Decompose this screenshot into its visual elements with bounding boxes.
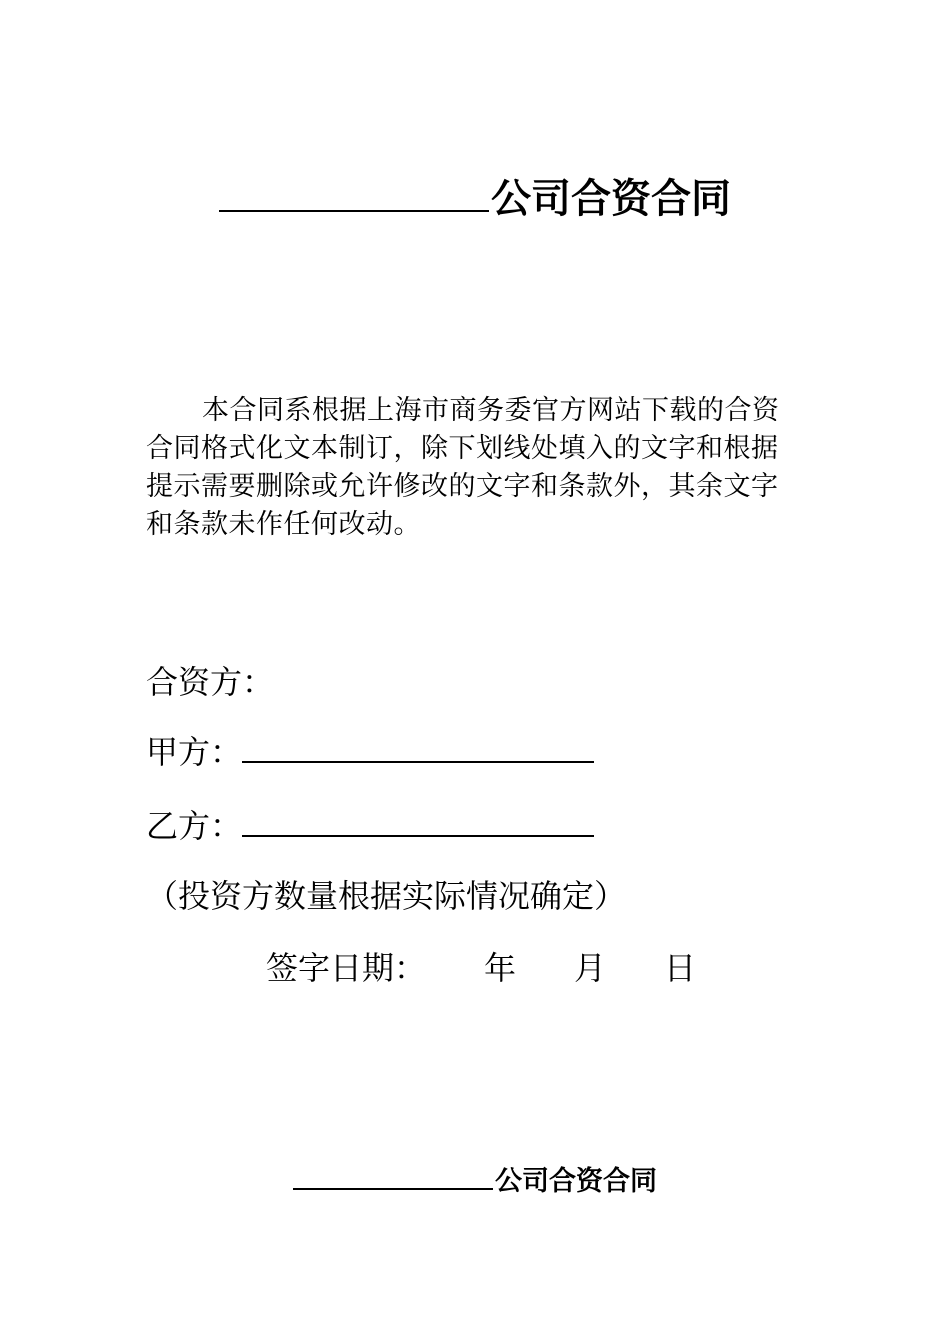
party-a-blank[interactable] xyxy=(242,733,594,763)
intro-line: 和条款未作任何改动。 xyxy=(146,509,421,540)
intro-line: 合同格式化文本制订，除下划线处填入的文字和根据 xyxy=(146,433,779,464)
investor-note: （投资方数量根据实际情况确定） xyxy=(146,877,627,915)
footer-title-text: 公司合资合同 xyxy=(495,1166,657,1197)
company-name-blank[interactable] xyxy=(219,174,489,212)
page-footer xyxy=(0,1164,950,1199)
sign-date-label: 签字日期： xyxy=(266,949,427,987)
party-b-label: 乙方： xyxy=(146,807,243,845)
document-title-text: 公司合资合同 xyxy=(491,175,731,222)
parties-heading: 合资方： xyxy=(146,663,275,701)
party-a-row xyxy=(146,732,594,772)
document-title xyxy=(0,174,950,223)
party-a-label: 甲方： xyxy=(146,733,243,771)
intro-paragraph xyxy=(146,392,806,544)
sign-day-label: 日 xyxy=(664,949,697,987)
footer-company-blank xyxy=(293,1164,493,1190)
intro-line: 本合同系根据上海市商务委官方网站下载的合资 xyxy=(202,395,780,426)
intro-line: 提示需要删除或允许修改的文字和条款外，其余文字 xyxy=(146,471,779,502)
party-b-blank[interactable] xyxy=(242,807,594,837)
sign-month-label: 月 xyxy=(574,949,607,987)
party-b-row xyxy=(146,806,594,846)
sign-date-row xyxy=(266,948,696,988)
sign-year-label: 年 xyxy=(484,949,517,987)
